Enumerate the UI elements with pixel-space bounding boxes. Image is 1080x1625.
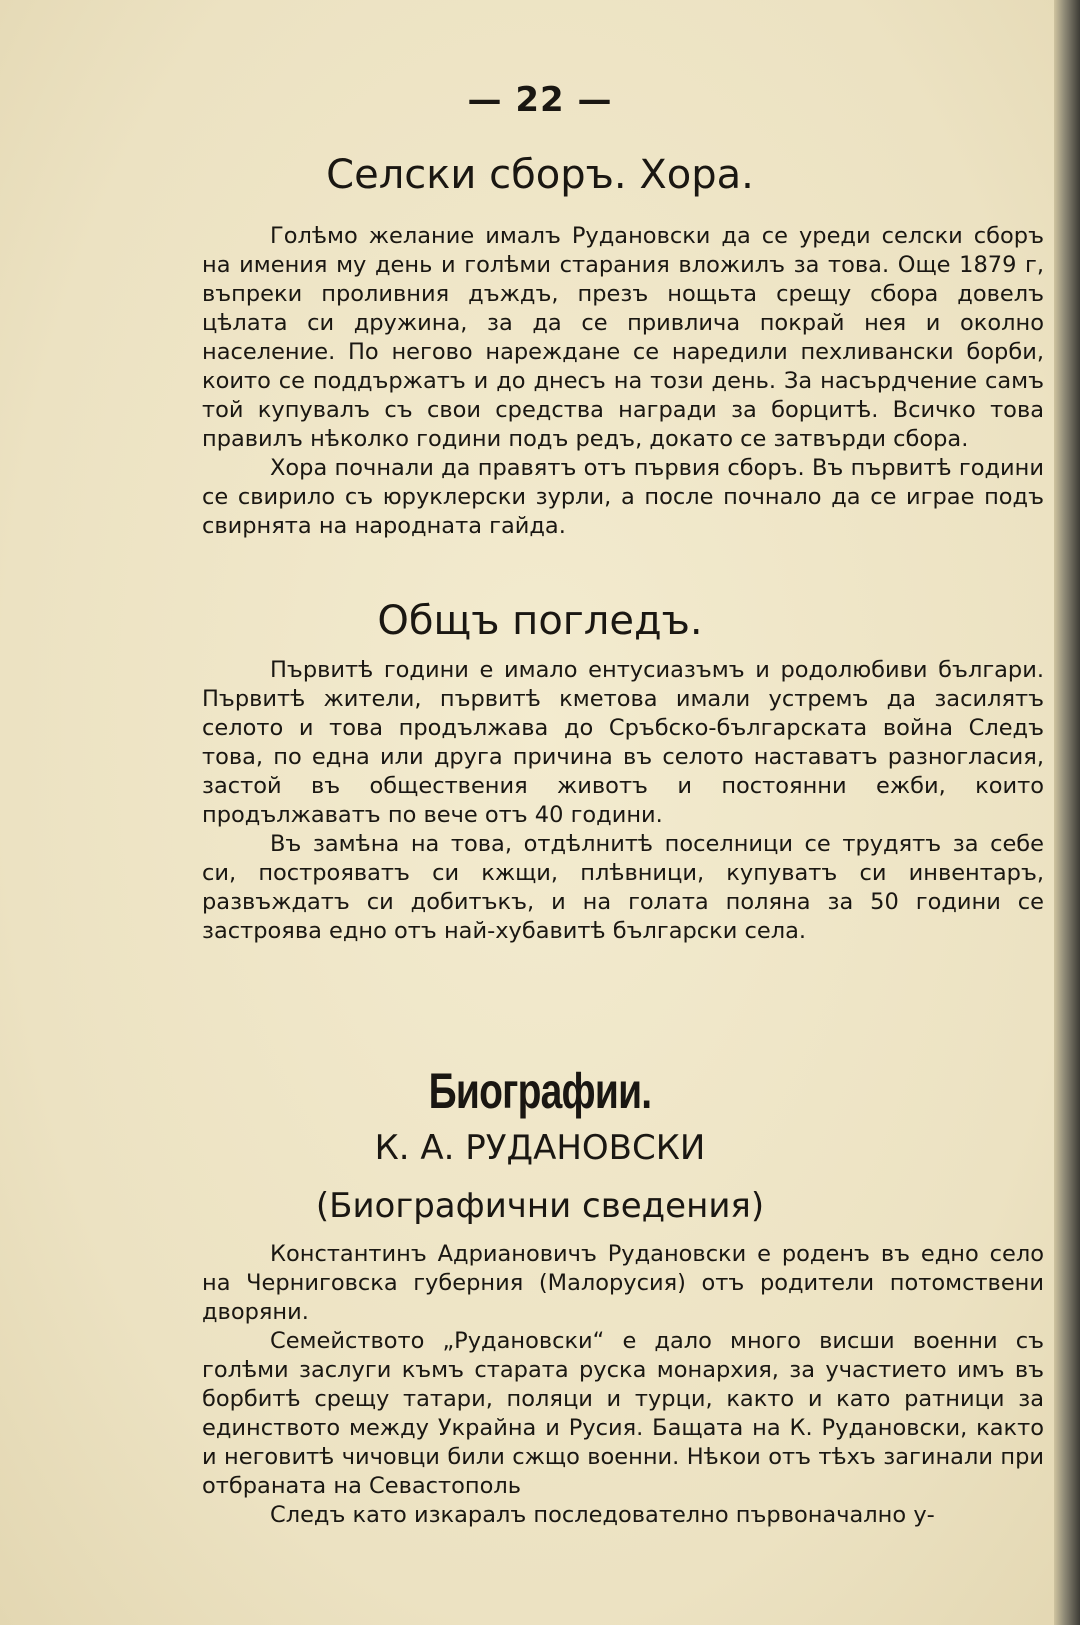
section-body-obsht-pogled [202, 656, 1044, 946]
section-body-biografii [202, 1240, 1044, 1530]
section-heading-selski-sbor: Селски сборъ. Хора. [326, 152, 754, 198]
paragraph: Семейството „Рудановски“ е дало много висши военни съ голѣми заслуги къмъ старата руска монархия, за участието имъ въ борбитѣ срещу татари, поляци и турци, както и като ратници за единството между Украйна и Русия. Бащата на К. Рудановски, както и неговитѣ чичовци били сжщо военни. Нѣкои отъ тѣхъ загинали при отбраната на Севастополь [202, 1328, 1044, 1499]
biography-note: (Биографични сведения) [315, 1186, 765, 1226]
section-body-selski-sbor [202, 222, 1044, 541]
paragraph: Хора почнали да правятъ отъ първия сборъ. Въ първитѣ години се свирило съ юруклерски зурли, а после почнало да се играе подъ свирнята на народната гайда. [202, 455, 1044, 539]
paragraph: Константинъ Адриановичъ Рудановски е роденъ въ едно село на Черниговска губерния (Малорусия) отъ родители потомствени дворяни. [202, 1241, 1044, 1325]
biography-subject-name: К. А. РУДАНОВСКИ [374, 1128, 706, 1168]
paragraph: Първитѣ години е имало ентусиазъмъ и родолюбиви българи. Първитѣ жители, първитѣ кметова имали устремъ да засилятъ селото и това продължава до Сръбско-българската война Следъ това, по една или друга причина въ селото наставатъ разногласия, застой въ обществения животъ и постоянни ежби, които продължаватъ по вече отъ 40 години. [202, 657, 1044, 828]
paragraph: Въ замѣна на това, отдѣлнитѣ поселници се трудятъ за себе си, построяватъ си кжщи, плѣвници, купуватъ си инвентаръ, развъждатъ си добитъкъ, и на голата поляна за 50 години се застроява едно отъ най-хубавитѣ български села. [202, 831, 1044, 944]
section-heading-biografii: Биографии. [428, 1063, 652, 1119]
paragraph: Следъ като изкаралъ последователно първоначално у- [270, 1502, 935, 1528]
paragraph: Голѣмо желание ималъ Рудановски да се уреди селски сборъ на имения му день и голѣми старания вложилъ за това. Още 1879 г, въпреки проливния дъждъ, презъ нощьта срещу сбора довелъ цѣлата си дружина, за да се привлича покрай нея и околно население. По негово нареждане се наредили пехливански борби, които се поддържатъ и до днесъ на този день. За насърдчение самъ той купувалъ съ свои средства награди за борцитѣ. Всичко това правилъ нѣколко години подъ редъ, докато се затвърди сбора. [202, 223, 1044, 452]
section-heading-obsht-pogled: Общъ погледъ. [377, 598, 703, 644]
page-number: — 22 — [467, 80, 613, 120]
page-edge-shadow [1054, 0, 1080, 1625]
